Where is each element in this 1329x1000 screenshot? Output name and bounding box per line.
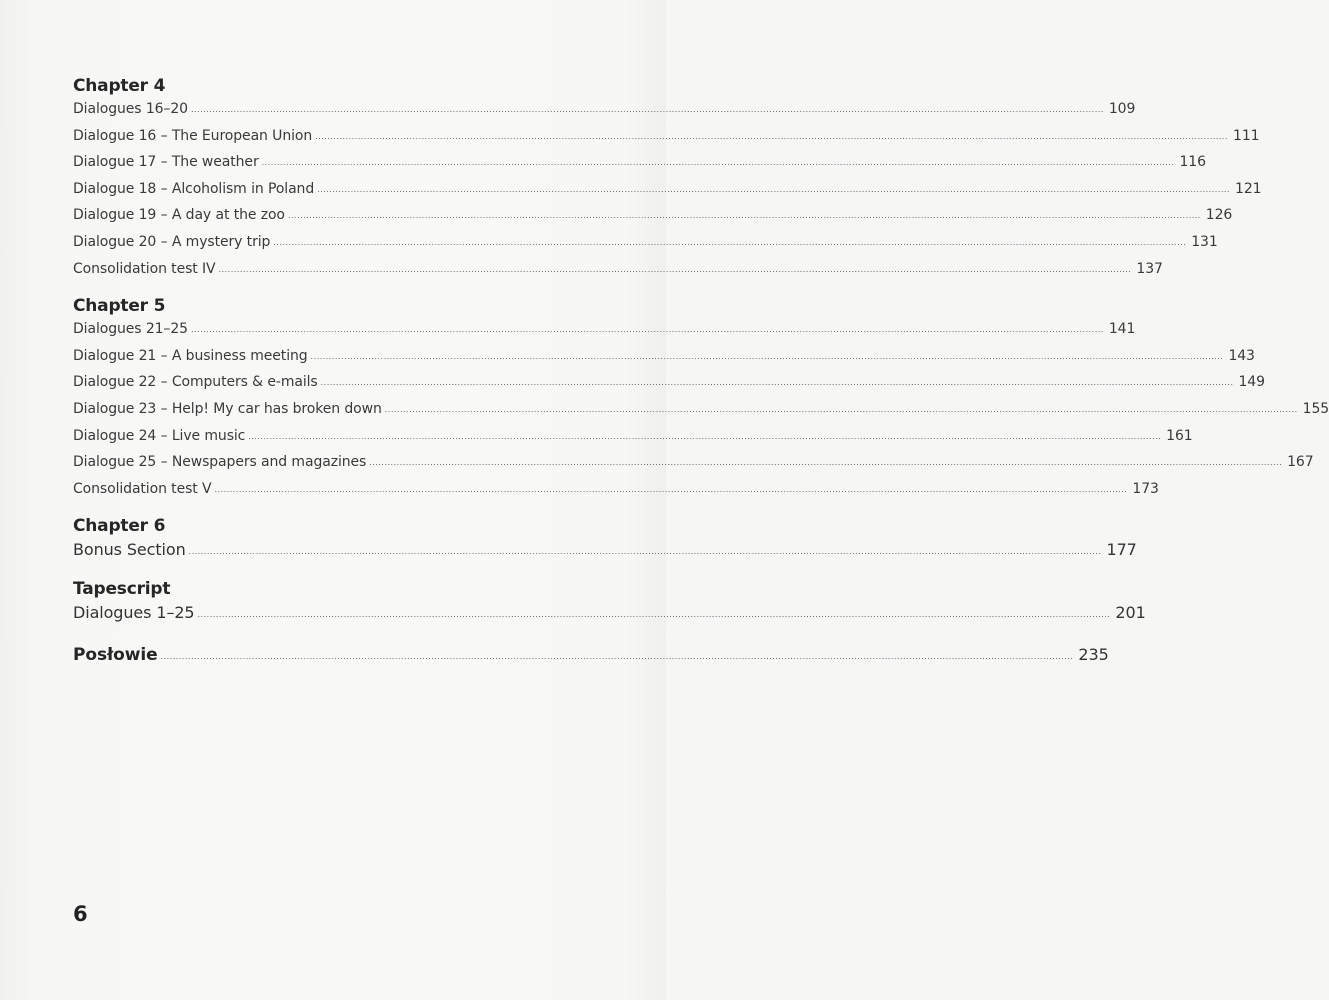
toc-entry [73, 230, 1218, 257]
chapter-heading: Tapescript [73, 579, 171, 600]
toc-entry-page: 131 [1191, 233, 1218, 250]
dot-leader: ............................................................................................................................................................................................................................................................................................................ [197, 610, 1111, 620]
toc-entry-title: Dialogues 16–20 [73, 101, 188, 117]
dot-leader: ............................................................................................................................................................................................................................................................................................................ [188, 547, 1102, 557]
toc-entry-title: Dialogue 24 – Live music [73, 427, 246, 444]
toc-entry-page: 149 [1238, 374, 1265, 391]
dot-leader: ............................................................................................................................................................................................................................................................................................................ [261, 158, 1175, 168]
toc-section-afterword [73, 642, 1109, 671]
toc-entry [73, 424, 1193, 451]
toc-entry-page: 121 [1235, 180, 1262, 197]
toc-entry-page: 111 [1233, 127, 1260, 144]
toc-entry [73, 477, 1159, 504]
toc-entry [73, 397, 1329, 424]
toc-entry [73, 317, 1136, 344]
dot-leader: ............................................................................................................................................................................................................................................................................................................ [310, 351, 1224, 361]
toc-entry [73, 150, 1206, 177]
toc-entry-page: 235 [1078, 645, 1109, 665]
dot-leader: ............................................................................................................................................................................................................................................................................................................ [214, 484, 1128, 494]
toc-entry-title: Posłowie [73, 645, 158, 666]
dot-leader: ............................................................................................................................................................................................................................................................................................................ [369, 458, 1283, 468]
toc-entry [73, 344, 1255, 371]
toc-entry [73, 370, 1265, 397]
toc-entry-page: 143 [1228, 347, 1255, 364]
dot-leader: ............................................................................................................................................................................................................................................................................................................ [320, 378, 1234, 388]
toc-entry-title: Dialogue 22 – Computers & e-mails [73, 374, 318, 391]
toc-entry-title: Dialogue 21 – A business meeting [73, 347, 308, 364]
toc-entry-title: Dialogue 17 – The weather [73, 154, 259, 171]
toc-entry [73, 124, 1260, 151]
toc-entry [73, 450, 1314, 477]
toc-entry [73, 600, 1146, 629]
toc-entry-title: Dialogue 16 – The European Union [73, 127, 313, 144]
toc-entry-page: 109 [1108, 101, 1136, 117]
toc-section-tapescript [73, 579, 1146, 629]
chapter-heading: Chapter 5 [73, 296, 166, 317]
toc-entry-page: 201 [1115, 603, 1146, 623]
dot-leader: ............................................................................................................................................................................................................................................................................................................ [384, 404, 1298, 414]
toc-entry-page: 116 [1179, 154, 1206, 171]
toc-entry-page: 155 [1302, 400, 1329, 417]
page-number: 6 [73, 902, 88, 926]
toc-entry [73, 537, 1137, 566]
dot-leader: ............................................................................................................................................................................................................................................................................................................ [190, 105, 1104, 114]
toc-entry-title: Dialogue 25 – Newspapers and magazines [73, 454, 367, 471]
toc-entry-title: Dialogue 18 – Alcoholism in Poland [73, 180, 315, 197]
toc-entry [73, 642, 1109, 671]
dot-leader: ............................................................................................................................................................................................................................................................................................................ [218, 264, 1132, 274]
dot-leader: ............................................................................................................................................................................................................................................................................................................ [315, 131, 1229, 141]
dot-leader: ............................................................................................................................................................................................................................................................................................................ [287, 211, 1201, 221]
dot-leader: ............................................................................................................................................................................................................................................................................................................ [190, 325, 1104, 335]
toc-entry-title: Dialogue 19 – A day at the zoo [73, 207, 285, 224]
dot-leader: ............................................................................................................................................................................................................................................................................................................ [248, 431, 1162, 441]
toc-entry-title: Dialogue 23 – Help! My car has broken down [73, 400, 382, 417]
toc-entry [73, 257, 1163, 284]
toc-entry-page: 173 [1132, 480, 1159, 497]
toc-entry-title: Dialogue 20 – A mystery trip [73, 233, 271, 250]
toc-section-chapter-6 [73, 516, 1137, 566]
toc-entry [73, 177, 1262, 204]
toc-section-chapter-5 [73, 296, 1329, 503]
chapter-heading: Chapter 4 [73, 76, 166, 96]
toc-entry-page: 177 [1106, 540, 1137, 560]
toc-entry-title: Bonus Section [73, 540, 186, 560]
dot-leader: ............................................................................................................................................................................................................................................................................................................ [160, 652, 1074, 662]
toc-entry-page: 137 [1136, 260, 1163, 277]
toc-entry [73, 97, 1136, 124]
toc-section-chapter-4 [73, 76, 1262, 283]
toc-entry-title: Consolidation test IV [73, 260, 216, 277]
dot-leader: ............................................................................................................................................................................................................................................................................................................ [273, 237, 1187, 247]
toc-entry-page: 141 [1108, 321, 1136, 338]
toc-entry-title: Dialogues 1–25 [73, 603, 195, 623]
toc-entry-page: 161 [1166, 427, 1193, 444]
toc-entry-title: Consolidation test V [73, 480, 212, 497]
toc-entry-page: 126 [1205, 207, 1233, 224]
chapter-heading: Chapter 6 [73, 516, 166, 537]
table-of-contents [73, 76, 1329, 671]
dot-leader: ............................................................................................................................................................................................................................................................................................................ [317, 184, 1231, 194]
toc-entry-page: 167 [1287, 454, 1314, 471]
toc-entry [73, 203, 1233, 230]
toc-entry-title: Dialogues 21–25 [73, 321, 188, 338]
